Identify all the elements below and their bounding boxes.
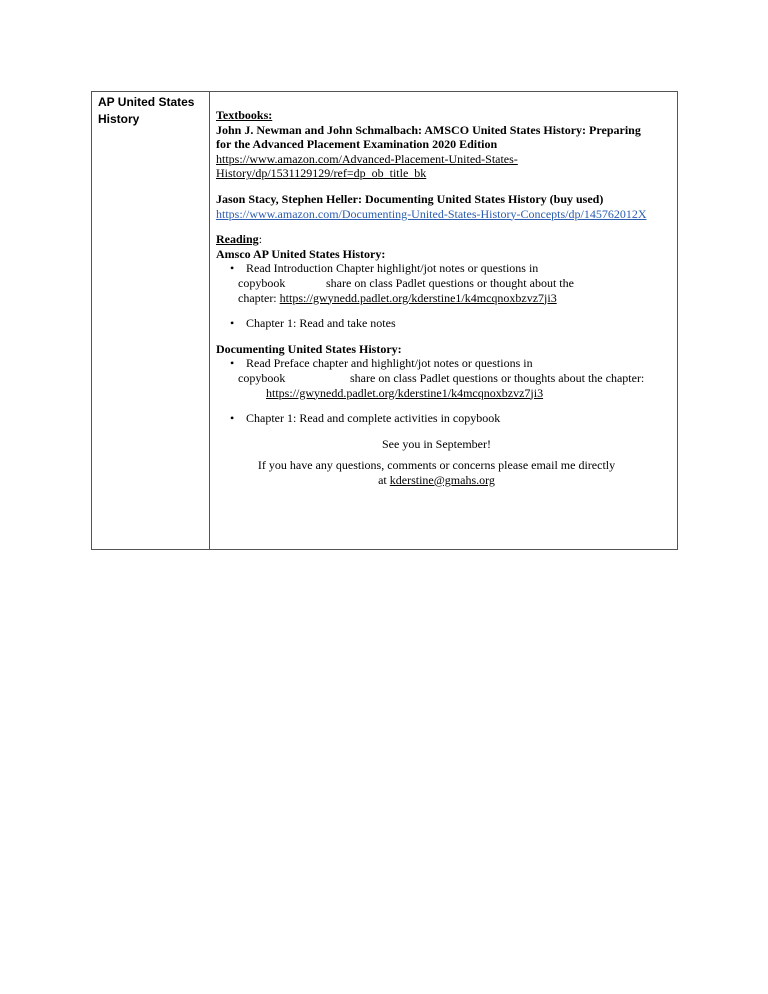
amsco-item-1-chapter-label: chapter: — [238, 290, 280, 305]
book1-title-part2: for the Advanced Placement Examination 2020 Edition — [216, 137, 498, 152]
reading-heading-row — [216, 232, 677, 247]
textbooks-heading: Textbooks: — [216, 108, 273, 122]
amsco-item-1-line1: Read Introduction Chapter highlight/jot notes or questions in — [246, 261, 539, 276]
book1-url-line2[interactable]: History/dp/1531129129/ref=dp_ob_title_bk — [216, 166, 427, 181]
questions-text: If you have any questions, comments or concerns please email me directly — [257, 458, 616, 473]
doc-item-2-text: Chapter 1: Read and complete activities in copybook — [246, 411, 501, 426]
email-link[interactable]: kderstine@gmahs.org — [389, 472, 495, 487]
book2-line: Jason Stacy, Stephen Heller: Documenting United States History (buy used) — [216, 191, 604, 206]
book1-line1 — [216, 123, 677, 138]
reading-heading-colon: : — [258, 232, 263, 247]
doc-item-2 — [216, 411, 677, 426]
see-you-text: See you in September! — [382, 436, 491, 451]
amsco-padlet-link[interactable]: https://gwynedd.padlet.org/kderstine1/k4mcqnoxbzvz7ji3 — [279, 290, 557, 305]
amsco-item-1 — [216, 261, 677, 276]
doc-item-1-line1: Read Preface chapter and highlight/jot notes or questions in — [246, 356, 533, 371]
doc-padlet-link[interactable]: https://gwynedd.padlet.org/kderstine1/k4mcqnoxbzvz7ji3 — [266, 385, 544, 400]
documenting-heading: Documenting United States History: — [216, 341, 402, 356]
course-cell — [92, 92, 210, 549]
reading-heading: Reading — [216, 232, 259, 247]
book1-title-part1: United States History: Preparing — [472, 122, 641, 137]
amsco-item-2 — [216, 316, 677, 331]
email-prefix: at — [378, 472, 390, 487]
bullet-icon: • — [230, 356, 235, 371]
content-cell — [210, 92, 677, 549]
amsco-item-1-copybook: copybook — [238, 275, 286, 290]
book1-authors: John J. Newman and John Schmalbach: AMSCO — [216, 122, 473, 137]
amsco-item-1-line2: share on class Padlet questions or thought about the — [326, 275, 574, 290]
doc-item-1-copybook: copybook — [238, 370, 286, 385]
book1-link[interactable] — [216, 152, 677, 167]
doc-item-1-line2: share on class Padlet questions or thoughts about the chapter: — [350, 370, 645, 385]
course-title: AP United States History — [98, 95, 195, 126]
bullet-icon: • — [230, 261, 235, 276]
book1-url-line1[interactable]: https://www.amazon.com/Advanced-Placement-United-States- — [216, 151, 518, 166]
bullet-icon: • — [230, 316, 235, 331]
assignment-table — [91, 91, 678, 550]
book2-url[interactable]: https://www.amazon.com/Documenting-United-States-History-Concepts/dp/145762012X — [216, 206, 647, 221]
email-row — [216, 473, 677, 488]
amsco-heading: Amsco AP United States History: — [216, 246, 386, 261]
bullet-icon: • — [230, 411, 235, 426]
doc-item-1 — [216, 356, 677, 371]
amsco-item-2-text: Chapter 1: Read and take notes — [246, 316, 396, 331]
